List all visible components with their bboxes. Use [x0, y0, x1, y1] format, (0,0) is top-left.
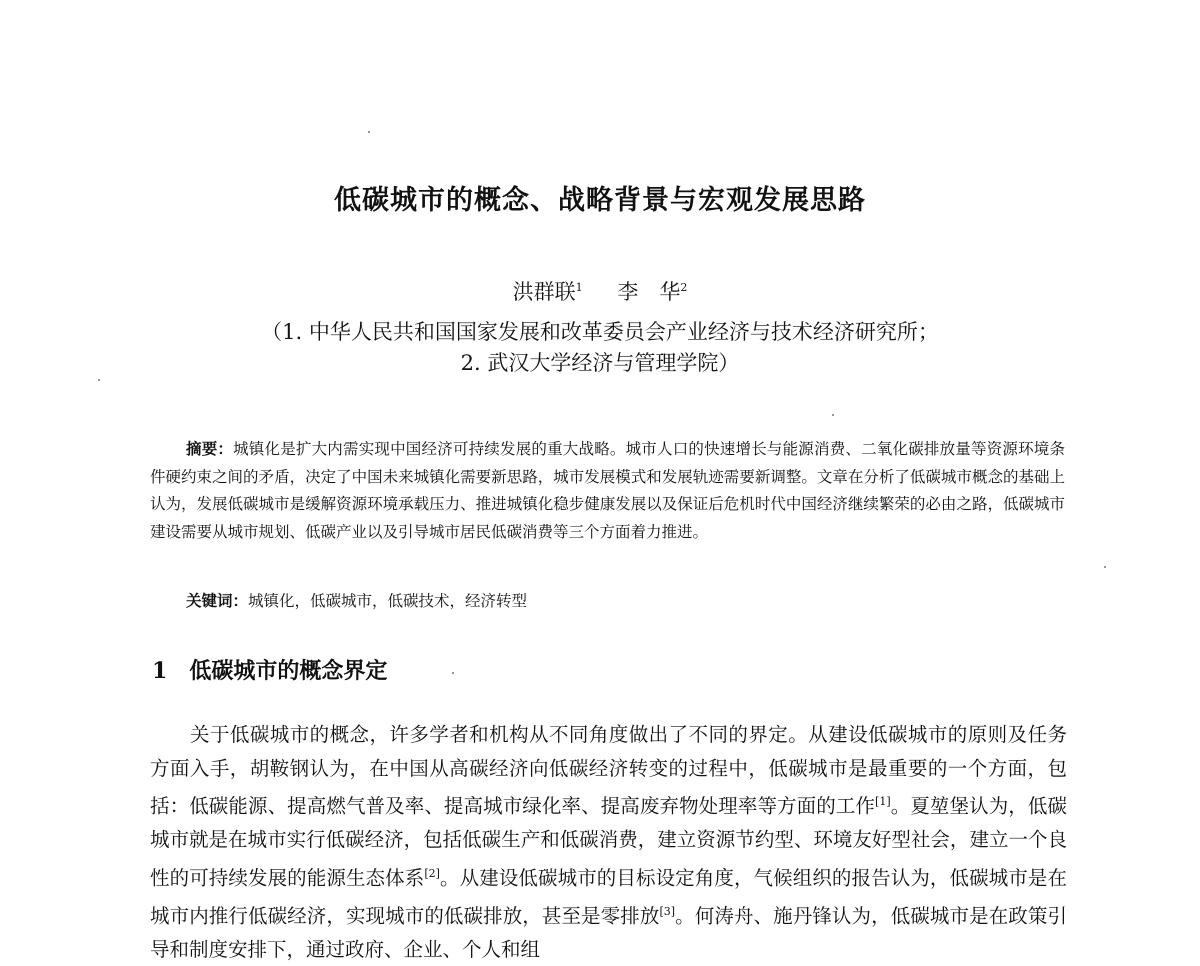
author — [513, 280, 583, 304]
author — [617, 280, 687, 304]
keywords-label: 关键词： — [186, 592, 249, 610]
paper-title: 低碳城市的概念、战略背景与宏观发展思路 — [334, 185, 866, 216]
section-title: 低碳城市的概念界定 — [189, 658, 388, 684]
affiliation-marker: 1 — [575, 281, 583, 294]
affiliation-2: 2. 武汉大学经济与管理学院） — [460, 351, 740, 375]
abstract-label: 摘要： — [186, 440, 234, 458]
section-heading — [152, 654, 387, 685]
body-text: 。从建设低碳城市的目标设定角度，气候组织的报告认为，低碳城市是在城市内推行低碳经济，实现城市的低碳排放，甚至是零排放 — [150, 866, 1067, 927]
citation-ref: [2] — [424, 866, 440, 880]
body-text: 关于低碳城市的概念，许多学者和机构从不同角度做出了不同的界定。从建设低碳城市的原则及任务方面入手，胡鞍钢认为，在中国从高碳经济向低碳经济转变的过程中，低碳城市是最重要的一个方面，包括：低碳能源、提高燃气普及率、提高城市绿化率、提高废弃物处理率等方面的工作 — [150, 723, 1067, 818]
scan-speck — [832, 414, 834, 416]
scan-speck — [1104, 566, 1106, 568]
affiliation-1: （1. 中华人民共和国国家发展和改革委员会产业经济与技术经济研究所； — [261, 320, 939, 344]
keywords-text: 城镇化，低碳城市，低碳技术，经济转型 — [248, 592, 528, 610]
body-text: 。何涛舟、施丹锋认为，低碳城市是在政策引导和制度安排下，通过政府、企业、个人和组 — [150, 904, 1067, 961]
body-paragraph — [150, 718, 1067, 966]
author-name: 洪群联 — [512, 280, 576, 304]
citation-ref: [1] — [875, 795, 891, 808]
section-number: 1 — [152, 658, 168, 684]
scan-speck — [452, 672, 454, 674]
scan-speck — [98, 379, 100, 381]
affiliation-marker: 2 — [680, 281, 688, 294]
keywords — [186, 589, 527, 611]
abstract — [150, 436, 1065, 546]
author-name: 李 华 — [617, 280, 681, 304]
body-text: 。夏堃堡认为，低碳城市就是在城市实行低碳经济，包括低碳生产和低碳消费，建立资源节约型、环境友好型社会，建立一个良性的可持续发展的能源生态体系 — [150, 794, 1067, 889]
abstract-text: 城镇化是扩大内需实现中国经济可持续发展的重大战略。城市人口的快速增长与能源消费、二氧化碳排放量等资源环境条件硬约束之间的矛盾，决定了中国未来城镇化需要新思路，城市发展模式和发展轨迹需要新调整。文章在分析了低碳城市概念的基础上认为，发展低碳城市是缓解资源环境承载压力、推进城镇化稳步健康发展以及保证后危机时代中国经济继续繁荣的必由之路，低碳城市建设需要从城市规划、低碳产业以及引导城市居民低碳消费等三个方面着力推进。 — [150, 440, 1065, 541]
citation-ref: [3] — [659, 904, 676, 918]
author-line — [0, 276, 1200, 306]
scan-speck — [368, 131, 370, 133]
